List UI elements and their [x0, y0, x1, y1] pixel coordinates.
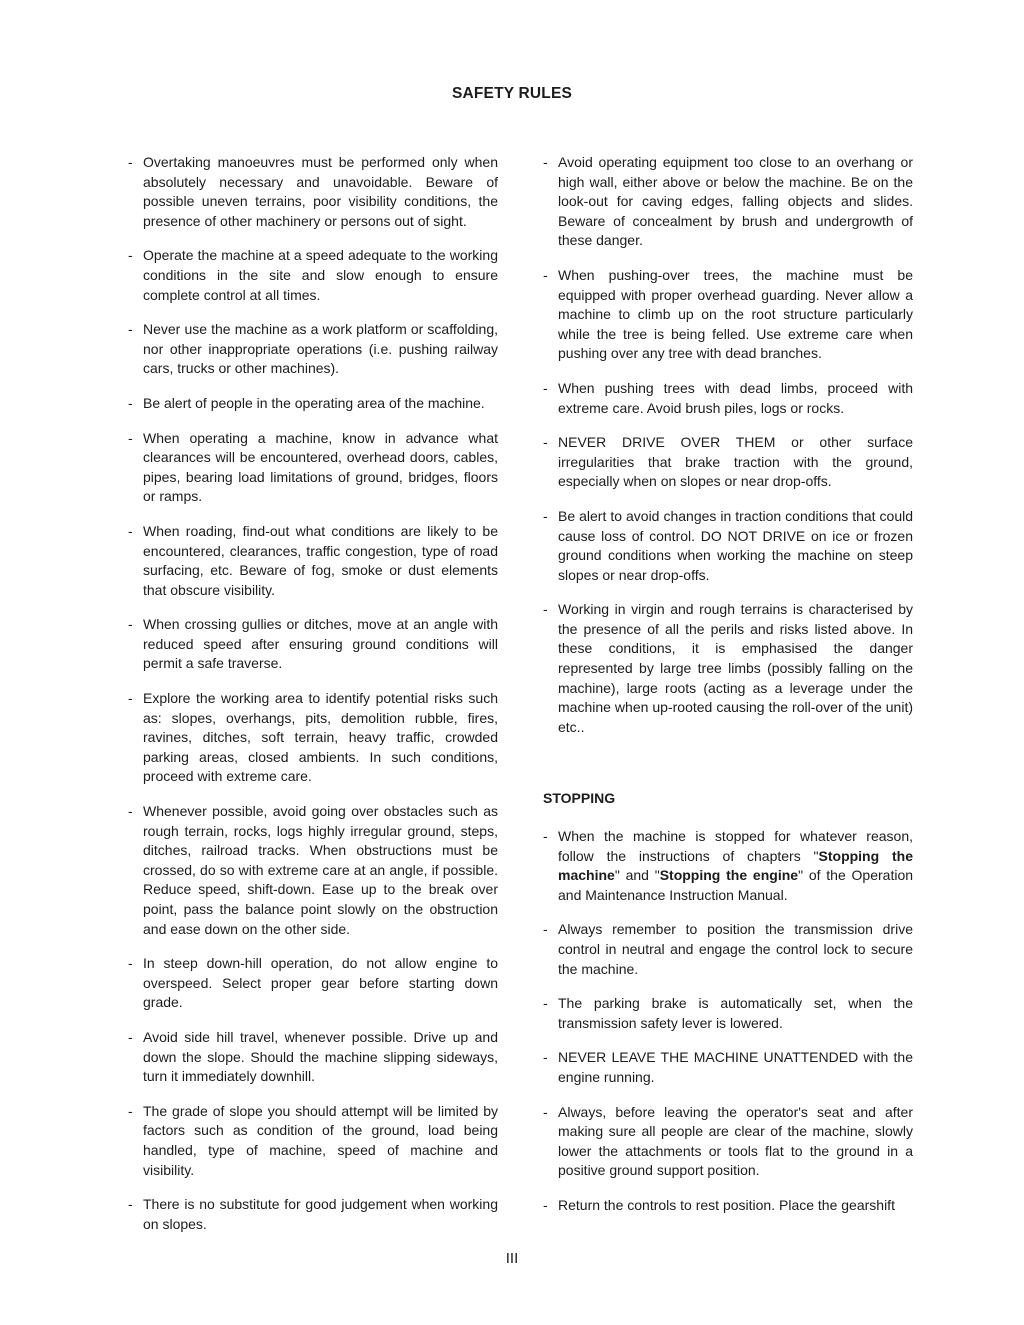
rule-text: When the machine is stopped for whatever reason, follow the instructions of chapters ": [558, 828, 913, 864]
rule-item: - When roading, find-out what conditions are likely to be encountered, clearances, traffic congestion, type of road surfacing, etc. Beware of fog, smoke or dust elements that obscure visibility.: [128, 522, 498, 600]
right-column: [543, 153, 913, 1231]
rule-item: - Always, before leaving the operator's seat and after making sure all people are clear of the machine, slowly lower the attachments or tools flat to the ground in a positive ground support position.: [543, 1103, 913, 1181]
rule-item: - Avoid operating equipment too close to an overhang or high wall, either above or below the machine. Be on the look-out for caving edges, falling objects and slides. Beware of concealment by brush and undergrowth of these danger.: [543, 153, 913, 251]
rule-item: - Explore the working area to identify potential risks such as: slopes, overhangs, pits, demolition rubble, fires, ravines, ditches, soft terrain, heavy traffic, crowded parking areas, closed ambients. In such conditions, proceed with extreme care.: [128, 689, 498, 787]
rule-item: - When operating a machine, know in advance what clearances will be encountered, overhead doors, cables, pipes, bearing load limitations of ground, bridges, floors or ramps.: [128, 429, 498, 507]
rule-item: - The parking brake is automatically set, when the transmission safety lever is lowered.: [543, 994, 913, 1033]
chapter-reference: Stopping the engine: [659, 867, 799, 884]
rule-item: - In steep down-hill operation, do not allow engine to overspeed. Select proper gear before starting down grade.: [128, 954, 498, 1013]
rule-item: - NEVER LEAVE THE MACHINE UNATTENDED with the engine running.: [543, 1048, 913, 1087]
rule-item: - When pushing trees with dead limbs, proceed with extreme care. Avoid brush piles, logs or rocks.: [543, 379, 913, 418]
rule-item: - Never use the machine as a work platform or scaffolding, nor other inappropriate operations (i.e. pushing railway cars, trucks or other machines).: [128, 320, 498, 379]
rule-item: - There is no substitute for good judgement when working on slopes.: [128, 1195, 498, 1234]
rule-item: - Operate the machine at a speed adequate to the working conditions in the site and slow enough to ensure complete control at all times.: [128, 246, 498, 305]
chapter-reference: Stopping the machine: [558, 847, 913, 884]
rule-item: - Whenever possible, avoid going over obstacles such as rough terrain, rocks, logs highly irregular ground, steps, ditches, railroad tracks. When obstructions must be crossed, do so with extreme care at an angle, if possible. Reduce speed, shift-down. Ease up to the break over point, pass the balance point slowly on the obstruction and ease down on the other side.: [128, 802, 498, 939]
rule-item: - Avoid side hill travel, whenever possible. Drive up and down the slope. Should the machine slipping sideways, turn it immediately downhill.: [128, 1028, 498, 1087]
page-number: III: [505, 1250, 519, 1267]
left-column-rules: [128, 153, 498, 1249]
rule-text: " and ": [614, 867, 660, 884]
stopping-section-heading: STOPPING: [543, 790, 616, 807]
rule-item: - Overtaking manoeuvres must be performed only when absolutely necessary and unavoidable. Beware of possible uneven terrains, poor visibility conditions, the presence of other machinery or persons out of sight.: [128, 153, 498, 231]
page-title: SAFETY RULES: [451, 85, 573, 102]
rule-item: - Be alert of people in the operating area of the machine.: [128, 394, 498, 414]
rule-item: - Be alert to avoid changes in traction conditions that could cause loss of control. DO NOT DRIVE on ice or frozen ground conditions when working the machine on steep slopes or near drop-offs.: [543, 507, 913, 585]
rule-text: " of the Operation and Maintenance Instruction Manual.: [558, 867, 914, 903]
rule-item: - Working in virgin and rough terrains is characterised by the presence of all the perils and risks listed above. In these conditions, it is emphasised the danger represented by large tree limbs (possibly falling on the machine), large roots (acting as a leverage under the machine when up-rooted causing the roll-over of the unit) etc..: [543, 600, 913, 737]
rule-item: - Return the controls to rest position. Place the gearshift: [543, 1196, 913, 1216]
rule-item: [543, 827, 913, 905]
right-column-rules: [543, 153, 913, 737]
rule-item: - Always remember to position the transmission drive control in neutral and engage the control lock to secure the machine.: [543, 920, 913, 979]
stopping-rules: [543, 827, 913, 1216]
rule-item: - When crossing gullies or ditches, move at an angle with reduced speed after ensuring ground conditions will permit a safe traverse.: [128, 615, 498, 674]
rule-item: - The grade of slope you should attempt will be limited by factors such as condition of the ground, load being handled, type of machine, speed of machine and visibility.: [128, 1102, 498, 1180]
rule-item: - NEVER DRIVE OVER THEM or other surface irregularities that brake traction with the ground, especially when on slopes or near drop-offs.: [543, 433, 913, 492]
rule-item: - When pushing-over trees, the machine must be equipped with proper overhead guarding. Never allow a machine to climb up on the root structure particularly while the tree is being felled. Use extreme care when pushing over any tree with dead branches.: [543, 266, 913, 364]
